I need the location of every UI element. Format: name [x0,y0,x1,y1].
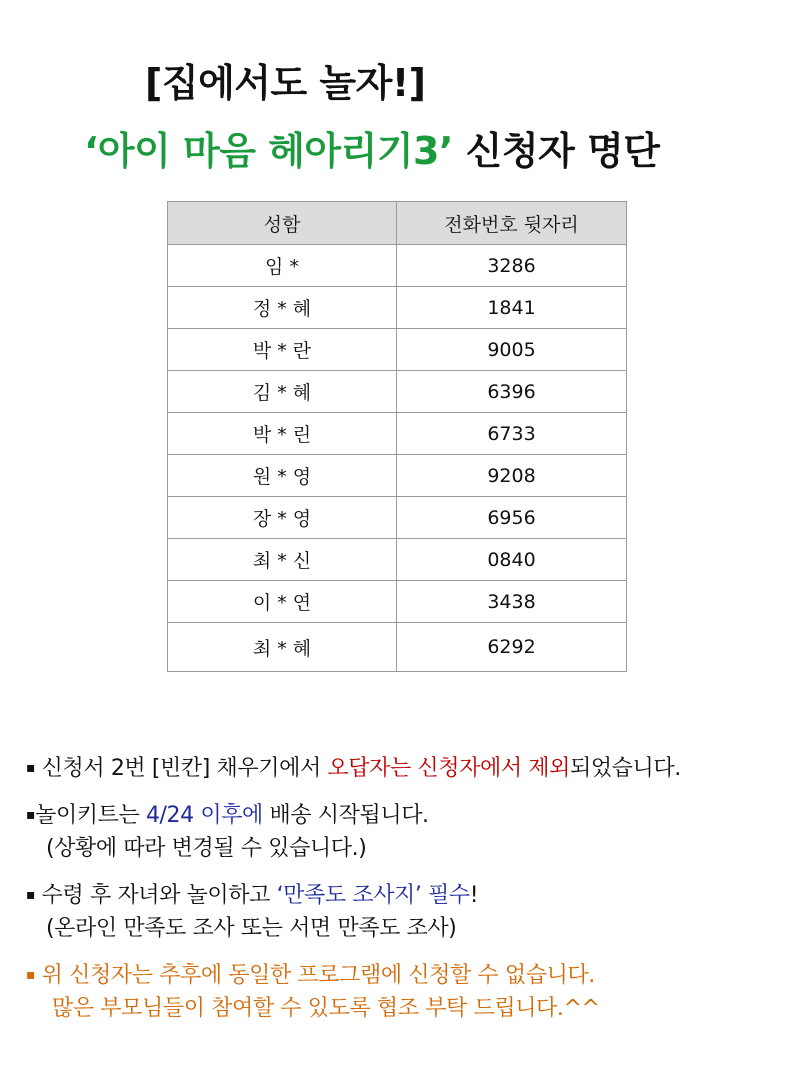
table-row [168,287,627,329]
subtitle-suffix: 신청자 명단 [452,129,660,173]
bullet-icon: ▪ [26,807,36,823]
notice-text: ! [469,883,479,908]
phone-digits: 3438 [397,581,627,623]
program-name: ‘아이 마음 헤아리기3’ [84,129,453,173]
notice-item-shipping [26,799,796,865]
applicant-name: 이 * 연 [168,581,397,623]
bullet-icon: ▪ [26,967,36,983]
applicant-name: 장 * 영 [168,497,397,539]
page-title: [집에서도 놀자!] [145,61,426,105]
notice-list [26,752,796,1039]
bullet-icon: ▪ [26,887,36,903]
table-row [168,539,627,581]
notice-emphasis: 4/24 이후에 [145,803,263,828]
column-header-phone: 전화번호 뒷자리 [397,202,627,245]
page-subtitle [84,120,659,175]
phone-digits: 9208 [397,455,627,497]
applicant-name: 정 * 혜 [168,287,397,329]
notice-emphasis: 오답자는 신청자에서 제외 [327,756,570,781]
phone-digits: 6956 [397,497,627,539]
applicant-name: 박 * 란 [168,329,397,371]
phone-digits: 6396 [397,371,627,413]
applicant-name: 김 * 혜 [168,371,397,413]
notice-subtext: 많은 부모님들이 참여할 수 있도록 협조 부탁 드립니다.^^ [52,996,600,1021]
table-row [168,371,627,413]
phone-digits: 3286 [397,245,627,287]
notice-item-restriction [26,959,796,1025]
applicant-table [167,201,627,672]
notice-item-exclusion [26,752,796,785]
notice-item-survey [26,879,796,945]
phone-digits: 1841 [397,287,627,329]
table-row [168,581,627,623]
notice-text: 되었습니다. [569,756,681,781]
notice-text: 배송 시작됩니다. [262,803,429,828]
table-row [168,413,627,455]
table-row [168,245,627,287]
table-row [168,497,627,539]
applicant-name: 임 * [168,245,397,287]
bullet-icon: ▪ [26,760,36,776]
notice-subtext: (온라인 만족도 조사 또는 서면 만족도 조사) [46,916,457,941]
table-row [168,329,627,371]
applicant-name: 최 * 신 [168,539,397,581]
phone-digits: 9005 [397,329,627,371]
table-header-row [168,202,627,245]
phone-digits: 0840 [397,539,627,581]
table-row [168,455,627,497]
applicant-name: 박 * 린 [168,413,397,455]
applicant-name: 최 * 혜 [168,623,397,672]
notice-subtext: (상황에 따라 변경될 수 있습니다.) [46,836,367,861]
column-header-name: 성함 [168,202,397,245]
applicant-name: 원 * 영 [168,455,397,497]
notice-emphasis: ‘만족도 조사지’ 필수 [276,883,470,908]
notice-text: 신청서 2번 [빈칸] 채우기에서 [35,756,328,781]
phone-digits: 6733 [397,413,627,455]
notice-text: 놀이키트는 [35,803,146,828]
notice-text: 수령 후 자녀와 놀이하고 [35,883,277,908]
notice-text: 위 신청자는 추후에 동일한 프로그램에 신청할 수 없습니다. [35,963,595,988]
table-row [168,623,627,672]
phone-digits: 6292 [397,623,627,672]
